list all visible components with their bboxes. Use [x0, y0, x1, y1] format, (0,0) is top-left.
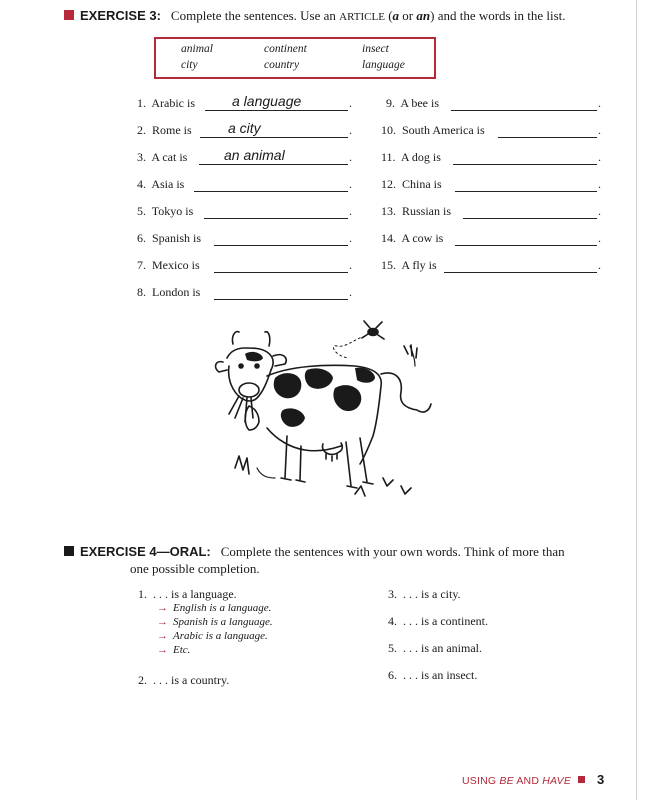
answer-blank[interactable]: [204, 218, 348, 219]
word-item: country: [264, 59, 300, 71]
item-number: 8.: [137, 285, 146, 299]
oral-item: [138, 673, 229, 688]
item-number: 15.: [381, 258, 396, 272]
item-number: 2.: [138, 673, 147, 687]
exercise4-header: [64, 543, 565, 561]
instruction-text: Complete the sentences. Use an: [170, 8, 340, 23]
item-number: 11.: [381, 150, 396, 164]
example-text: English is a language.: [173, 602, 272, 614]
sentence-item: [137, 96, 195, 111]
sentence-item: [381, 177, 442, 192]
sentence-item: [137, 285, 200, 300]
item-text: A cow is: [401, 231, 444, 245]
sentence-item: [137, 231, 201, 246]
word-item: city: [181, 59, 198, 71]
article-a: a: [392, 8, 400, 23]
item-text: Spanish is: [152, 231, 202, 245]
oral-item: [388, 641, 482, 656]
footer-have: HAVE: [542, 775, 572, 787]
answer-blank[interactable]: [214, 245, 348, 246]
footer-and: AND: [513, 775, 543, 787]
item-number: 4.: [137, 177, 146, 191]
sentence-item: [137, 150, 187, 165]
item-text: Asia is: [151, 177, 185, 191]
item-number: 4.: [388, 614, 397, 628]
item-number: 6.: [388, 668, 397, 682]
square-bullet-icon: [578, 776, 585, 783]
period: .: [598, 150, 601, 164]
answer-blank[interactable]: [498, 137, 597, 138]
period: .: [349, 150, 352, 164]
exercise4-title: EXERCISE 4—ORAL:: [80, 544, 211, 559]
item-number: 14.: [381, 231, 396, 245]
item-text: A dog is: [400, 150, 441, 164]
item-text: Tokyo is: [151, 204, 194, 218]
handwritten-answer: an animal: [224, 147, 285, 163]
item-number: 7.: [137, 258, 146, 272]
word-item: language: [362, 59, 405, 71]
item-number: 10.: [381, 123, 396, 137]
period: .: [349, 285, 352, 299]
item-number: 2.: [137, 123, 146, 137]
item-text: . . . is a country.: [153, 673, 230, 687]
item-text: . . . is an animal.: [403, 641, 482, 655]
answer-blank[interactable]: [214, 272, 348, 273]
item-text: China is: [402, 177, 442, 191]
answer-blank[interactable]: [444, 272, 597, 273]
sentence-item: [381, 258, 437, 273]
sentence-item: [137, 204, 193, 219]
item-text: Arabic is: [151, 96, 195, 110]
answer-blank[interactable]: [199, 164, 348, 165]
answer-blank[interactable]: [214, 299, 348, 300]
period: .: [349, 258, 352, 272]
article-an: an: [416, 8, 431, 23]
oral-item: [388, 587, 461, 602]
item-number: 3.: [388, 587, 397, 601]
word-list-box: [154, 37, 436, 79]
example-line: [157, 616, 273, 628]
example-text: Arabic is a language.: [173, 630, 268, 642]
answer-blank[interactable]: [455, 245, 597, 246]
example-line: [157, 602, 271, 614]
item-text: A fly is: [401, 258, 437, 272]
item-text: Russian is: [402, 204, 452, 218]
arrow-icon: →: [157, 602, 168, 614]
item-number: 1.: [137, 96, 146, 110]
period: .: [349, 96, 352, 110]
page-edge: [636, 0, 637, 800]
footer-be: BE: [499, 775, 514, 787]
page-number: 3: [597, 772, 605, 787]
arrow-icon: →: [157, 616, 168, 628]
sentence-item: [381, 150, 441, 165]
answer-blank[interactable]: [453, 164, 597, 165]
exercise3-header: [64, 7, 566, 25]
item-text: . . . is a city.: [403, 587, 461, 601]
article-term: ARTICLE: [339, 11, 385, 23]
word-item: animal: [181, 43, 213, 55]
period: .: [598, 123, 601, 137]
item-text: Mexico is: [152, 258, 200, 272]
running-footer: [462, 775, 585, 787]
item-number: 5.: [137, 204, 146, 218]
sentence-item: [381, 123, 485, 138]
handwritten-answer: a language: [232, 93, 302, 109]
item-text: . . . is an insect.: [403, 668, 478, 682]
sentence-item: [137, 177, 184, 192]
example-text: Etc.: [173, 644, 191, 656]
square-bullet-icon: [64, 10, 74, 20]
cow-spots: [245, 352, 375, 427]
exercise3-title: EXERCISE 3:: [80, 8, 161, 23]
period: .: [349, 231, 352, 245]
item-text: . . . is a language.: [153, 587, 237, 601]
example-line: [157, 630, 268, 642]
item-text: London is: [152, 285, 201, 299]
item-text: A bee is: [400, 96, 440, 110]
exercise3-instruction: [171, 8, 566, 23]
item-text: South America is: [402, 123, 485, 137]
period: .: [598, 96, 601, 110]
period: .: [598, 177, 601, 191]
item-number: 9.: [386, 96, 395, 110]
item-number: 1.: [138, 587, 147, 601]
sentence-item: [381, 231, 443, 246]
item-text: Rome is: [152, 123, 192, 137]
sentence-item: [137, 123, 192, 138]
square-bullet-icon: [64, 546, 74, 556]
sentence-item: [381, 204, 451, 219]
example-line: [157, 644, 190, 656]
period: .: [598, 258, 601, 272]
period: .: [598, 231, 601, 245]
arrow-icon: →: [157, 644, 168, 656]
answer-blank[interactable]: [455, 191, 597, 192]
answer-blank[interactable]: [463, 218, 597, 219]
instruction-end: ) and the words in the list.: [430, 8, 566, 23]
period: .: [349, 204, 352, 218]
cow-illustration: [205, 318, 435, 503]
exercise4-instruction-line1: Complete the sentences with your own words. Think of more than: [220, 544, 565, 559]
answer-blank[interactable]: [451, 110, 597, 111]
item-text: . . . is a continent.: [403, 614, 488, 628]
word-item: insect: [362, 43, 389, 55]
footer-text: USING: [462, 775, 500, 787]
oral-item: [388, 668, 477, 683]
exercise4-instruction-line2: one possible completion.: [130, 561, 260, 576]
arrow-icon: →: [157, 630, 168, 642]
item-number: 13.: [381, 204, 396, 218]
instruction-paren: (: [384, 8, 393, 23]
word-item: continent: [264, 43, 307, 55]
item-number: 12.: [381, 177, 396, 191]
answer-blank[interactable]: [205, 110, 348, 111]
period: .: [349, 123, 352, 137]
item-number: 5.: [388, 641, 397, 655]
answer-blank[interactable]: [194, 191, 348, 192]
handwritten-answer: a city: [228, 120, 261, 136]
sentence-item: [386, 96, 439, 111]
sentence-item: [137, 258, 200, 273]
item-number: 6.: [137, 231, 146, 245]
oral-item: [138, 587, 237, 602]
example-text: Spanish is a language.: [173, 616, 273, 628]
period: .: [598, 204, 601, 218]
instruction-or: or: [399, 8, 417, 23]
oral-item: [388, 614, 488, 629]
answer-blank[interactable]: [200, 137, 348, 138]
item-number: 3.: [137, 150, 146, 164]
item-text: A cat is: [151, 150, 188, 164]
period: .: [349, 177, 352, 191]
